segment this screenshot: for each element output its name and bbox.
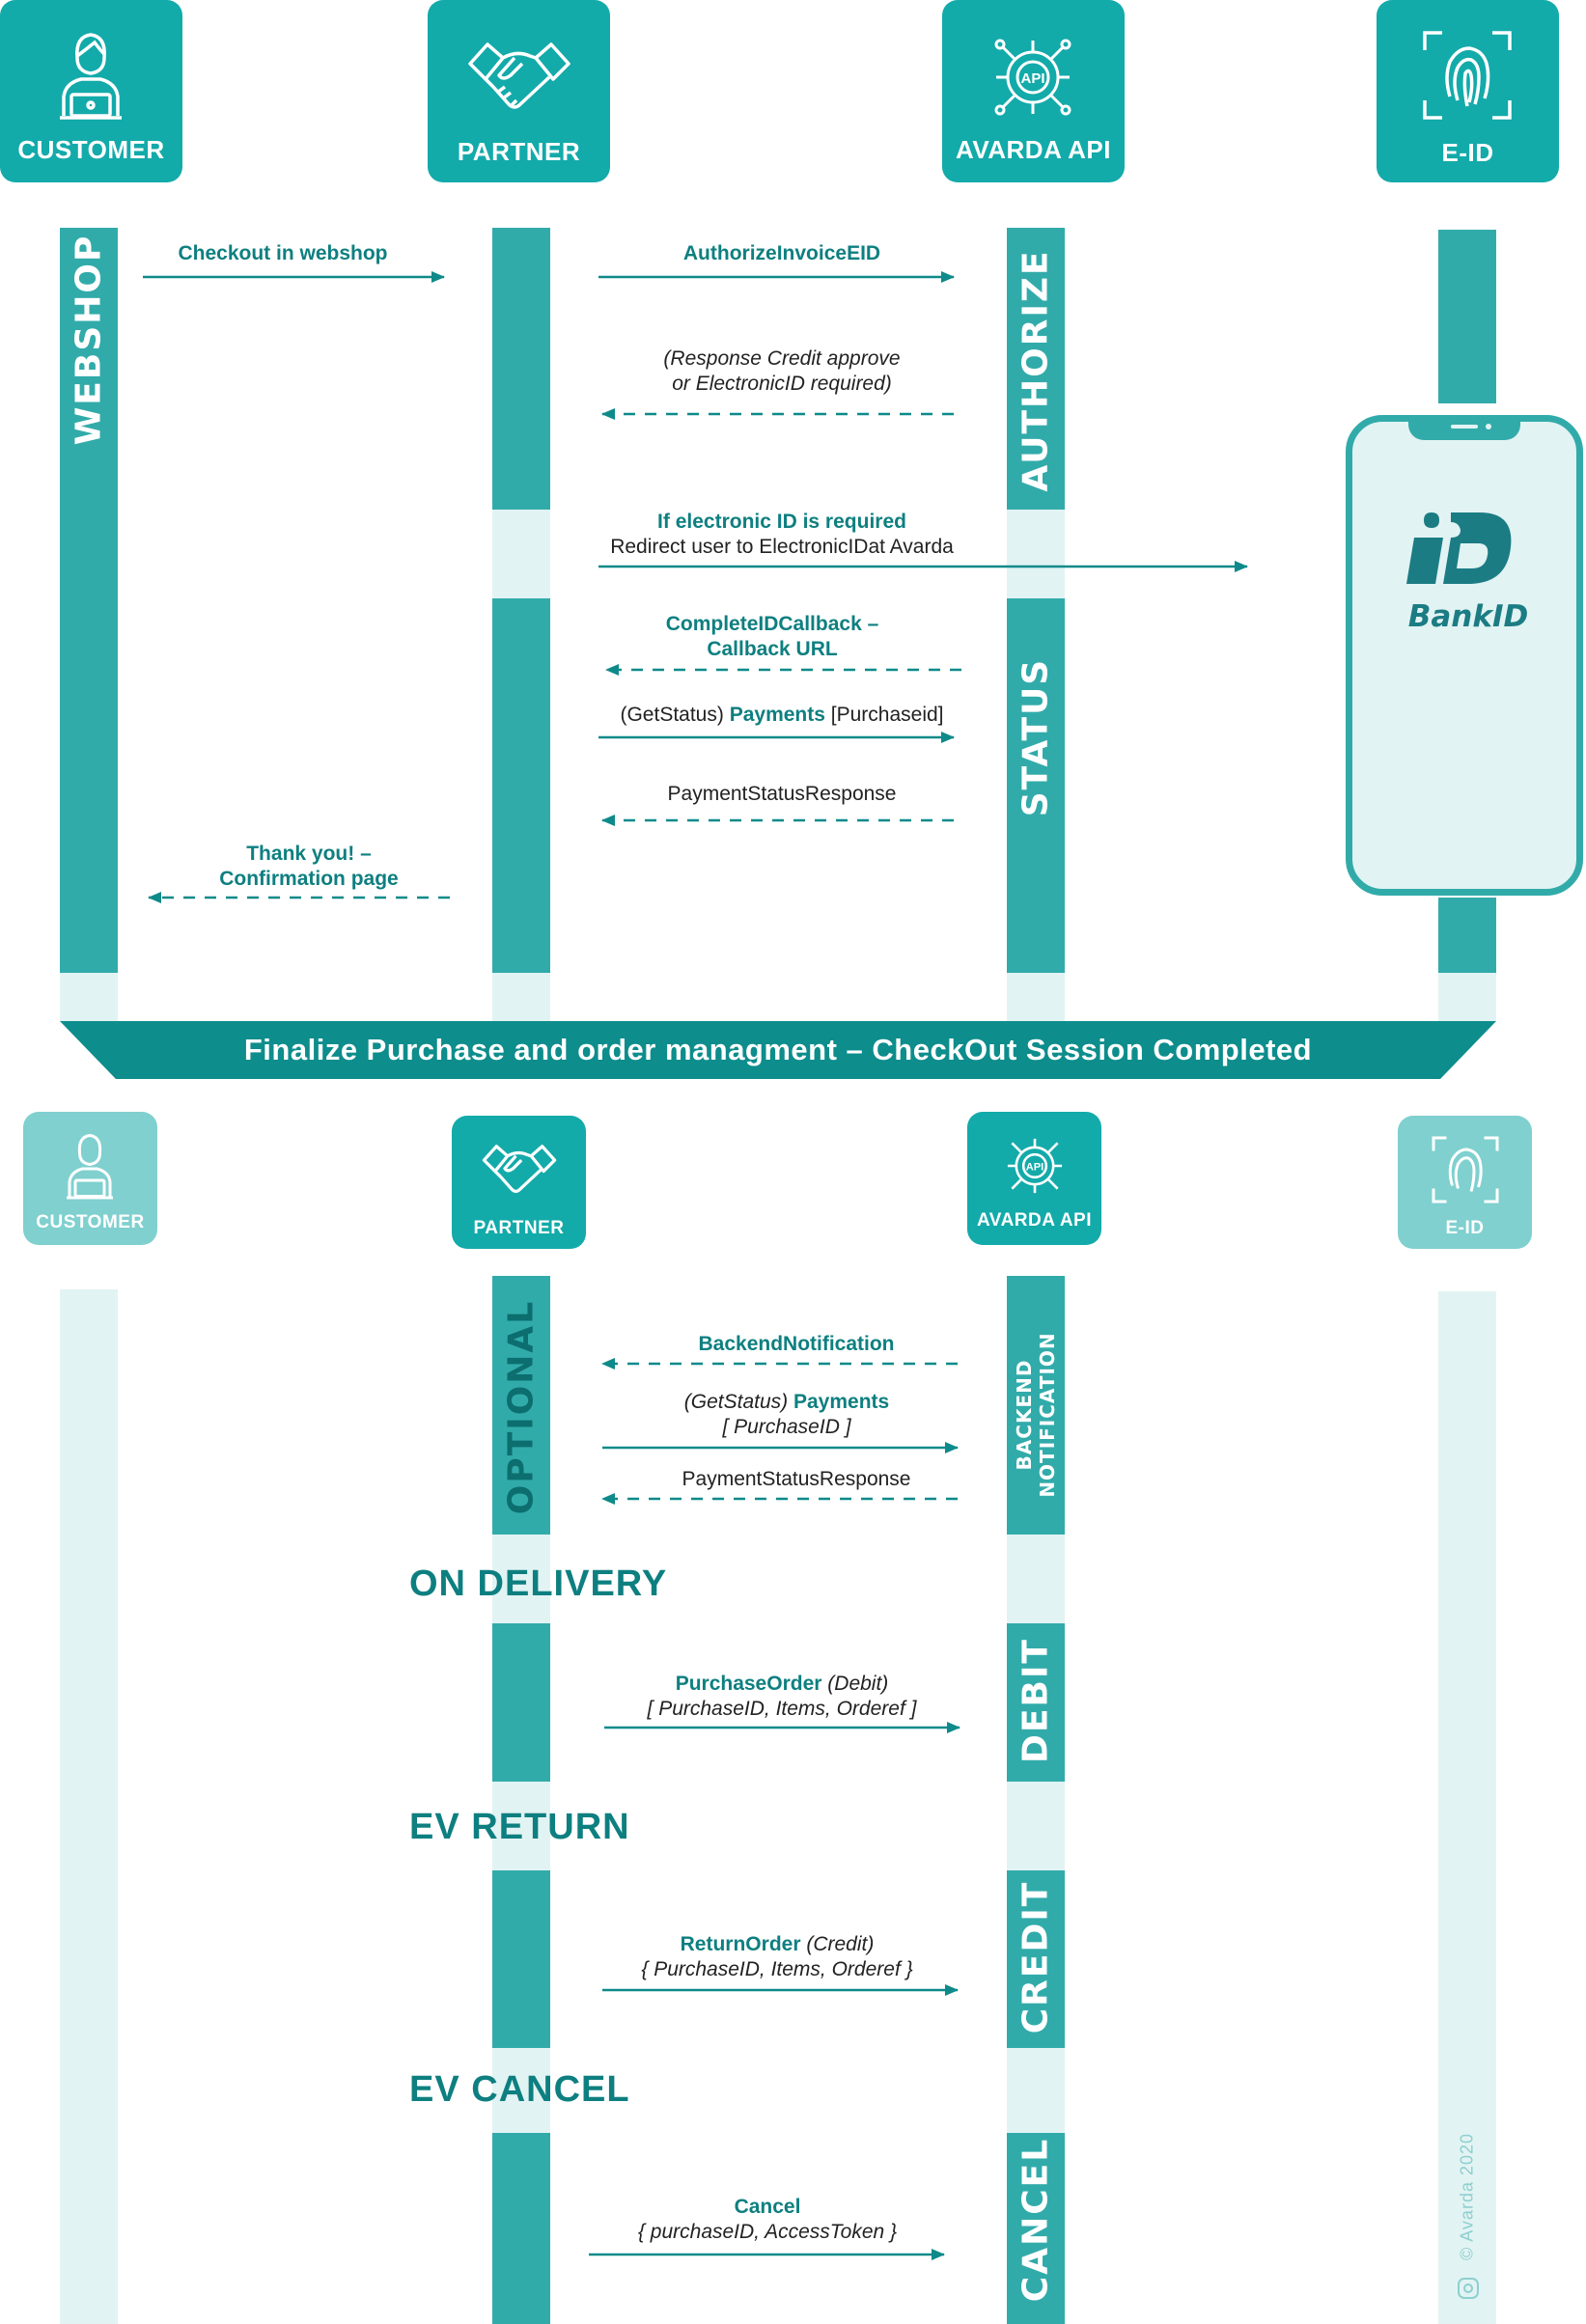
msg-return-order: ReturnOrder (Credit) { PurchaseID, Items, Orderef }	[641, 1933, 913, 1980]
lane-label-credit: CREDIT	[1016, 1880, 1056, 2034]
api-icon-text: API	[1025, 1161, 1044, 1174]
actor-partner-bottom-label: PARTNER	[473, 1218, 565, 1238]
msg-response: (Response Credit approve or ElectronicID required)	[663, 347, 901, 395]
msg-payment-status-response-2: PaymentStatusResponse	[682, 1468, 911, 1490]
actor-eid-label: E-ID	[1441, 138, 1494, 167]
section-ev-cancel: EV CANCEL	[409, 2069, 630, 2110]
msg-cancel: Cancel { purchaseID, AccessToken }	[637, 2196, 898, 2243]
lane-label-optional: OPTIONAL	[501, 1299, 542, 1515]
msg-backend-notification: BackendNotification	[698, 1333, 895, 1355]
actor-customer-bottom-label: CUSTOMER	[36, 1212, 145, 1232]
copyright-text: © Avarda 2020	[1457, 2132, 1477, 2261]
lane-label-backend-notification: BACKEND NOTIFICATION	[1013, 1332, 1059, 1498]
msg-purchase-order: PurchaseOrder (Debit) [ PurchaseID, Items, Orderef ]	[647, 1673, 917, 1720]
actor-avarda-api-label: AVARDA API	[956, 135, 1111, 164]
actor-avarda-api-bottom-label: AVARDA API	[977, 1210, 1092, 1231]
lane-label-webshop: WEBSHOP	[69, 234, 109, 446]
msg-thankyou: Thank you! – Confirmation page	[219, 843, 399, 890]
msg-getstatus: (GetStatus) Payments [Purchaseid]	[620, 704, 944, 726]
msg-eid-required: If electronic ID is required Redirect user to ElectronicIDat Avarda	[610, 511, 954, 558]
lane-label-debit: DEBIT	[1016, 1638, 1056, 1763]
lane-label-authorize: AUTHORIZE	[1016, 249, 1056, 492]
msg-complete-callback: CompleteIDCallback – Callback URL	[665, 613, 879, 660]
msg-authorize-invoice: AuthorizeInvoiceEID	[682, 242, 881, 264]
msg-payment-status-response: PaymentStatusResponse	[667, 783, 897, 805]
section-on-delivery: ON DELIVERY	[409, 1563, 668, 1604]
actor-eid-bottom-label: E-ID	[1445, 1218, 1485, 1238]
actor-customer-label: CUSTOMER	[17, 135, 165, 164]
api-icon-text: API	[1020, 70, 1045, 87]
msg-checkout: Checkout in webshop	[178, 242, 388, 264]
msg-getstatus-2: (GetStatus) Payments [ PurchaseID ]	[683, 1391, 890, 1438]
bankid-wordmark: BankID	[1407, 599, 1529, 634]
lane-label-status: STATUS	[1016, 657, 1056, 817]
banner-title: Finalize Purchase and order managment – CheckOut Session Completed	[243, 1033, 1313, 1066]
section-ev-return: EV RETURN	[409, 1807, 630, 1847]
actor-partner-label: PARTNER	[457, 137, 581, 166]
lane-label-cancel: CANCEL	[1016, 2137, 1056, 2303]
